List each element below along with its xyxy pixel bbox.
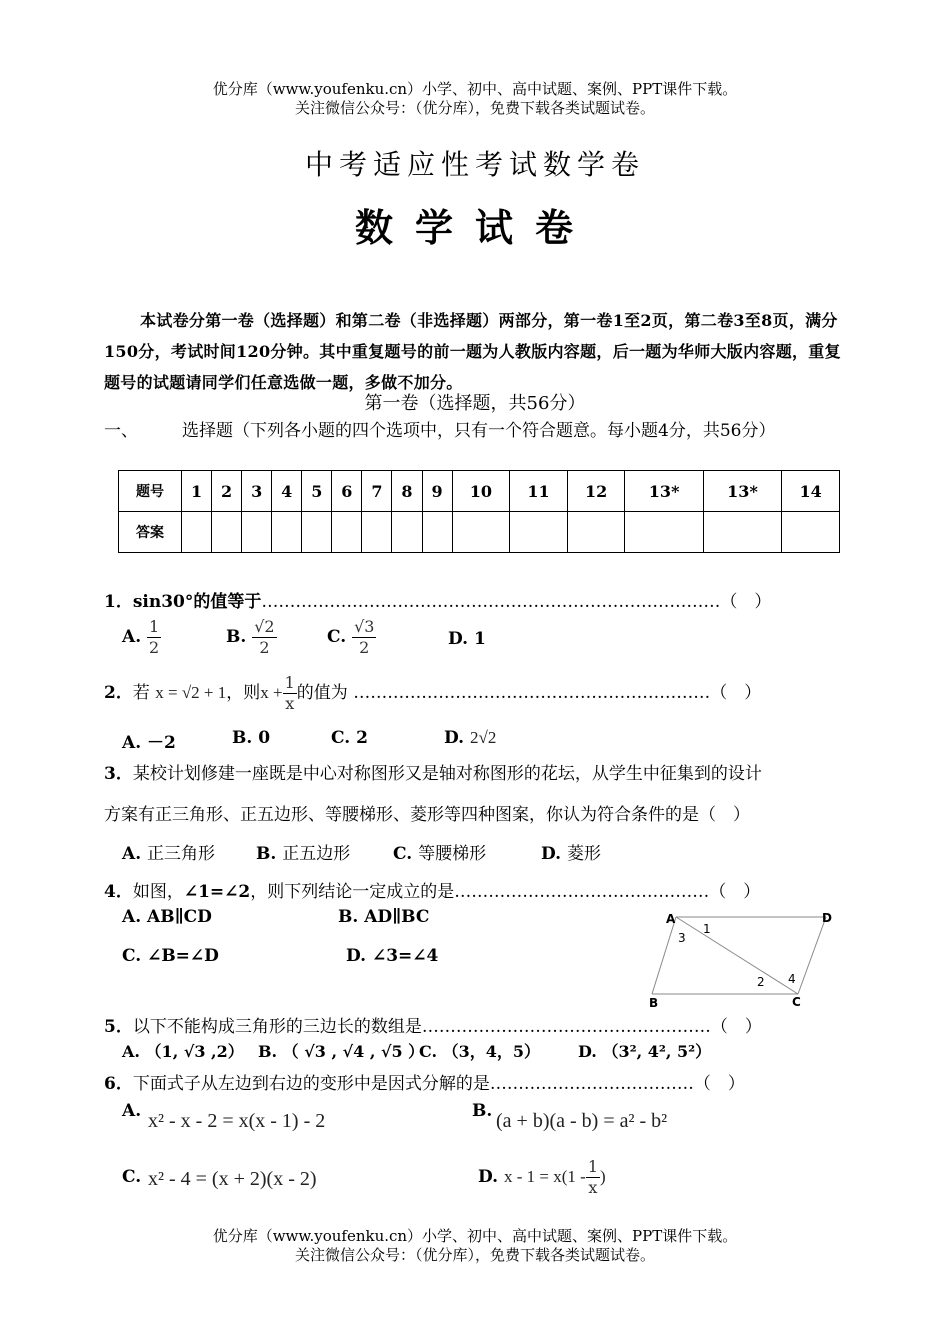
question-number-cell: 12 [567, 471, 625, 512]
question-number-cell: 6 [332, 471, 362, 512]
fraction [147, 617, 161, 658]
leader-dots: …………………………………………… [421, 1017, 711, 1037]
segment-AB [652, 917, 676, 994]
question-number: 2． [104, 683, 133, 703]
question-text: 以下不能构成三角形的三边长的数组是 [132, 1017, 422, 1037]
leader-dots: ……………………………………………………………………… [261, 592, 721, 612]
answer-cell[interactable] [362, 512, 392, 553]
option-c [393, 839, 486, 864]
option-b [226, 617, 277, 658]
question-text: 如图， [132, 882, 184, 902]
answer-cell[interactable] [782, 512, 840, 553]
part-heading [104, 418, 849, 445]
expression: x + [260, 683, 283, 702]
question-number: 5． [104, 1017, 133, 1037]
vertex-label-b: B [649, 996, 659, 1010]
question-number: 6． [104, 1074, 133, 1094]
denominator: 2 [259, 638, 270, 657]
answer-cell[interactable] [302, 512, 332, 553]
option-a-expression: x² - x - 2 = x(x - 1) - 2 [148, 1110, 326, 1132]
option-text: 等腰梯形 [418, 844, 487, 864]
leader-dots: ……………………………………… [454, 882, 710, 902]
answer-cell[interactable] [242, 512, 272, 553]
vertex-label-a: A [666, 912, 676, 926]
fraction [586, 1157, 600, 1198]
question-3 [104, 759, 849, 784]
expression-close: ) [600, 1167, 606, 1186]
header-line-1: 优分库（www.youfenku.cn）小学、初中、高中试题、案例、PPT课件下载。 [212, 80, 738, 98]
option-b: B. AD∥BC [338, 907, 430, 927]
denominator: x [588, 1178, 598, 1197]
option-d: D. ∠3=∠4 [346, 946, 439, 966]
answer-paren: （ ） [710, 1017, 762, 1037]
vertex-label-d: D [822, 911, 832, 925]
angle-label-1: 1 [703, 922, 711, 936]
answer-paren: （ ） [720, 592, 772, 612]
option-d: D. [478, 1167, 499, 1187]
angle-label-2: 2 [757, 975, 765, 989]
numerator: √3 [354, 617, 375, 636]
figure-lines [652, 917, 826, 994]
option-label: A. [122, 844, 142, 864]
option-label: D. [444, 728, 465, 748]
fraction [352, 617, 376, 658]
question-number: 3． [104, 764, 133, 784]
exam-instructions: 本试卷分第一卷（选择题）和第二卷（非选择题）两部分，第一卷1至2页，第二卷3至8页，满分150分，考试时间120分钟。其中重复题号的前一题为人教版内容题，后一题为华师大版内容题，重复题号的试题请同学们任意选做一题，多做不加分。 [104, 311, 841, 392]
question-number-cell: 11 [510, 471, 568, 512]
fraction [252, 617, 276, 658]
question-4 [104, 877, 760, 902]
option-d: D. 1 [448, 629, 486, 649]
question-number-cell: 4 [272, 471, 302, 512]
condition-expr: x = √2 + 1 [155, 683, 227, 702]
numerator: 1 [587, 1157, 599, 1176]
option-c: C. （3，4，5） [419, 1042, 540, 1061]
question-text: 的值为 [296, 683, 348, 703]
question-number-cell: 7 [362, 471, 392, 512]
condition: ∠1=∠2 [183, 882, 251, 902]
expression: x - 1 = x(1 - [504, 1167, 586, 1186]
option-b: B. （ √3 , √4 , √5 ） [258, 1042, 425, 1061]
denominator: x [285, 694, 295, 713]
option-c [327, 617, 376, 658]
question-5 [104, 1012, 762, 1037]
option-label: B. [256, 844, 277, 864]
answer-table-answer-row [119, 512, 840, 553]
answer-cell[interactable] [567, 512, 625, 553]
answer-cell[interactable] [182, 512, 212, 553]
question-number-cell: 1 [182, 471, 212, 512]
question-text: sin30°的值等于 [132, 592, 262, 612]
answer-paren: （ ） [709, 882, 761, 902]
angle-label-4: 4 [788, 972, 796, 986]
option-value: 2√2 [469, 728, 497, 747]
question-number: 1． [104, 592, 133, 612]
option-b-expression: (a + b)(a - b) = a² - b² [496, 1110, 668, 1132]
numerator: 1 [149, 617, 160, 636]
option-text: 正五边形 [282, 844, 351, 864]
denominator: 2 [149, 638, 160, 657]
answer-cell[interactable] [212, 512, 242, 553]
leader-dots: ……………………………………………………… [353, 683, 711, 703]
question-number-cell: 14 [782, 471, 840, 512]
option-label: C. [327, 627, 347, 647]
option-a: A. （1, √3 ,2） [122, 1042, 244, 1061]
option-c-expression: x² - 4 = (x + 2)(x - 2) [148, 1168, 317, 1190]
vertex-label-c: C [792, 995, 801, 1009]
answer-cell[interactable] [332, 512, 362, 553]
question-number-cell: 8 [392, 471, 422, 512]
question-text: 某校计划修建一座既是中心对称图形又是轴对称图形的花坛，从学生中征集到的设计 [132, 764, 762, 784]
option-d: D. （3², 4², 5²） [578, 1042, 712, 1061]
segment-CD [798, 917, 826, 994]
question-text: 下面式子从左边到右边的变形中是因式分解的是 [132, 1074, 490, 1094]
question-3-line-2: 方案有正三角形、正五边形、等腰梯形、菱形等四种图案，你认为符合条件的是（ ） [104, 805, 750, 825]
question-number-cell: 3 [242, 471, 272, 512]
footer-line-2: 关注微信公众号：（优分库），免费下载各类试题试卷。 [294, 1246, 655, 1264]
question-number-cell: 10 [452, 471, 510, 512]
option-label: C. [393, 844, 413, 864]
question-1 [104, 587, 771, 612]
table-label-answer: 答案 [119, 512, 182, 553]
option-c: C. [122, 1167, 142, 1187]
option-d-expression [504, 1157, 606, 1198]
exam-title: 中考适应性考试数学卷 [304, 148, 645, 181]
answer-paren: （ ） [710, 683, 762, 703]
answer-cell[interactable] [703, 512, 781, 553]
option-b [256, 839, 350, 864]
option-a [122, 617, 161, 658]
option-d [541, 839, 601, 864]
option-label: B. [226, 627, 247, 647]
numerator: √2 [254, 617, 275, 636]
option-d [444, 728, 496, 748]
answer-cell[interactable] [452, 512, 510, 553]
answer-cell[interactable] [510, 512, 568, 553]
header-line-2: 关注微信公众号：（优分库），免费下载各类试题试卷。 [294, 99, 655, 117]
option-c: C. ∠B=∠D [122, 946, 219, 966]
part-description: 选择题（下列各小题的四个选项中，只有一个符合题意。每小题4分，共56分） [182, 421, 776, 441]
question-number-cell: 13* [625, 471, 703, 512]
question-2 [104, 673, 761, 714]
option-text: 正三角形 [147, 844, 216, 864]
question-text: ，则下列结论一定成立的是 [250, 882, 455, 902]
numerator: 1 [284, 673, 295, 692]
fraction [283, 673, 297, 714]
option-a [122, 839, 215, 864]
section-title: 第一卷（选择题，共56分） [364, 393, 586, 414]
part-number: 一、 [104, 421, 138, 441]
question-number-cell: 9 [422, 471, 452, 512]
answer-paren: （ ） [693, 1074, 745, 1094]
denominator: 2 [359, 638, 370, 657]
leader-dots: ……………………………… [489, 1074, 694, 1094]
question-number-cell: 2 [212, 471, 242, 512]
option-c: C. 2 [331, 728, 368, 748]
option-label: A. [122, 627, 142, 647]
option-a: A. －2 [122, 733, 176, 753]
answer-cell[interactable] [272, 512, 302, 553]
exam-subtitle: 数学试卷 [354, 206, 595, 250]
answer-cell[interactable] [422, 512, 452, 553]
question-number-cell: 5 [302, 471, 332, 512]
footer-line-1: 优分库（www.youfenku.cn）小学、初中、高中试题、案例、PPT课件下载。 [212, 1227, 738, 1245]
question-number: 4． [104, 882, 133, 902]
option-b: B. [472, 1101, 493, 1121]
question-text: ，则 [226, 683, 261, 703]
answer-cell[interactable] [392, 512, 422, 553]
angle-label-3: 3 [678, 931, 686, 945]
option-a: A. AB∥CD [122, 907, 212, 927]
option-label: D. [541, 844, 562, 864]
option-text: 菱形 [566, 844, 601, 864]
answer-table-header-row [119, 471, 840, 512]
table-label-number: 题号 [119, 471, 182, 512]
answer-table [118, 470, 840, 553]
question-text: 若 [132, 683, 150, 703]
question-6 [104, 1069, 745, 1094]
question-number-cell: 13* [703, 471, 781, 512]
option-b: B. 0 [232, 728, 271, 748]
parallelogram-figure [640, 905, 840, 1010]
option-a: A. [122, 1101, 142, 1121]
answer-cell[interactable] [625, 512, 703, 553]
diagonal-AC [676, 917, 798, 994]
